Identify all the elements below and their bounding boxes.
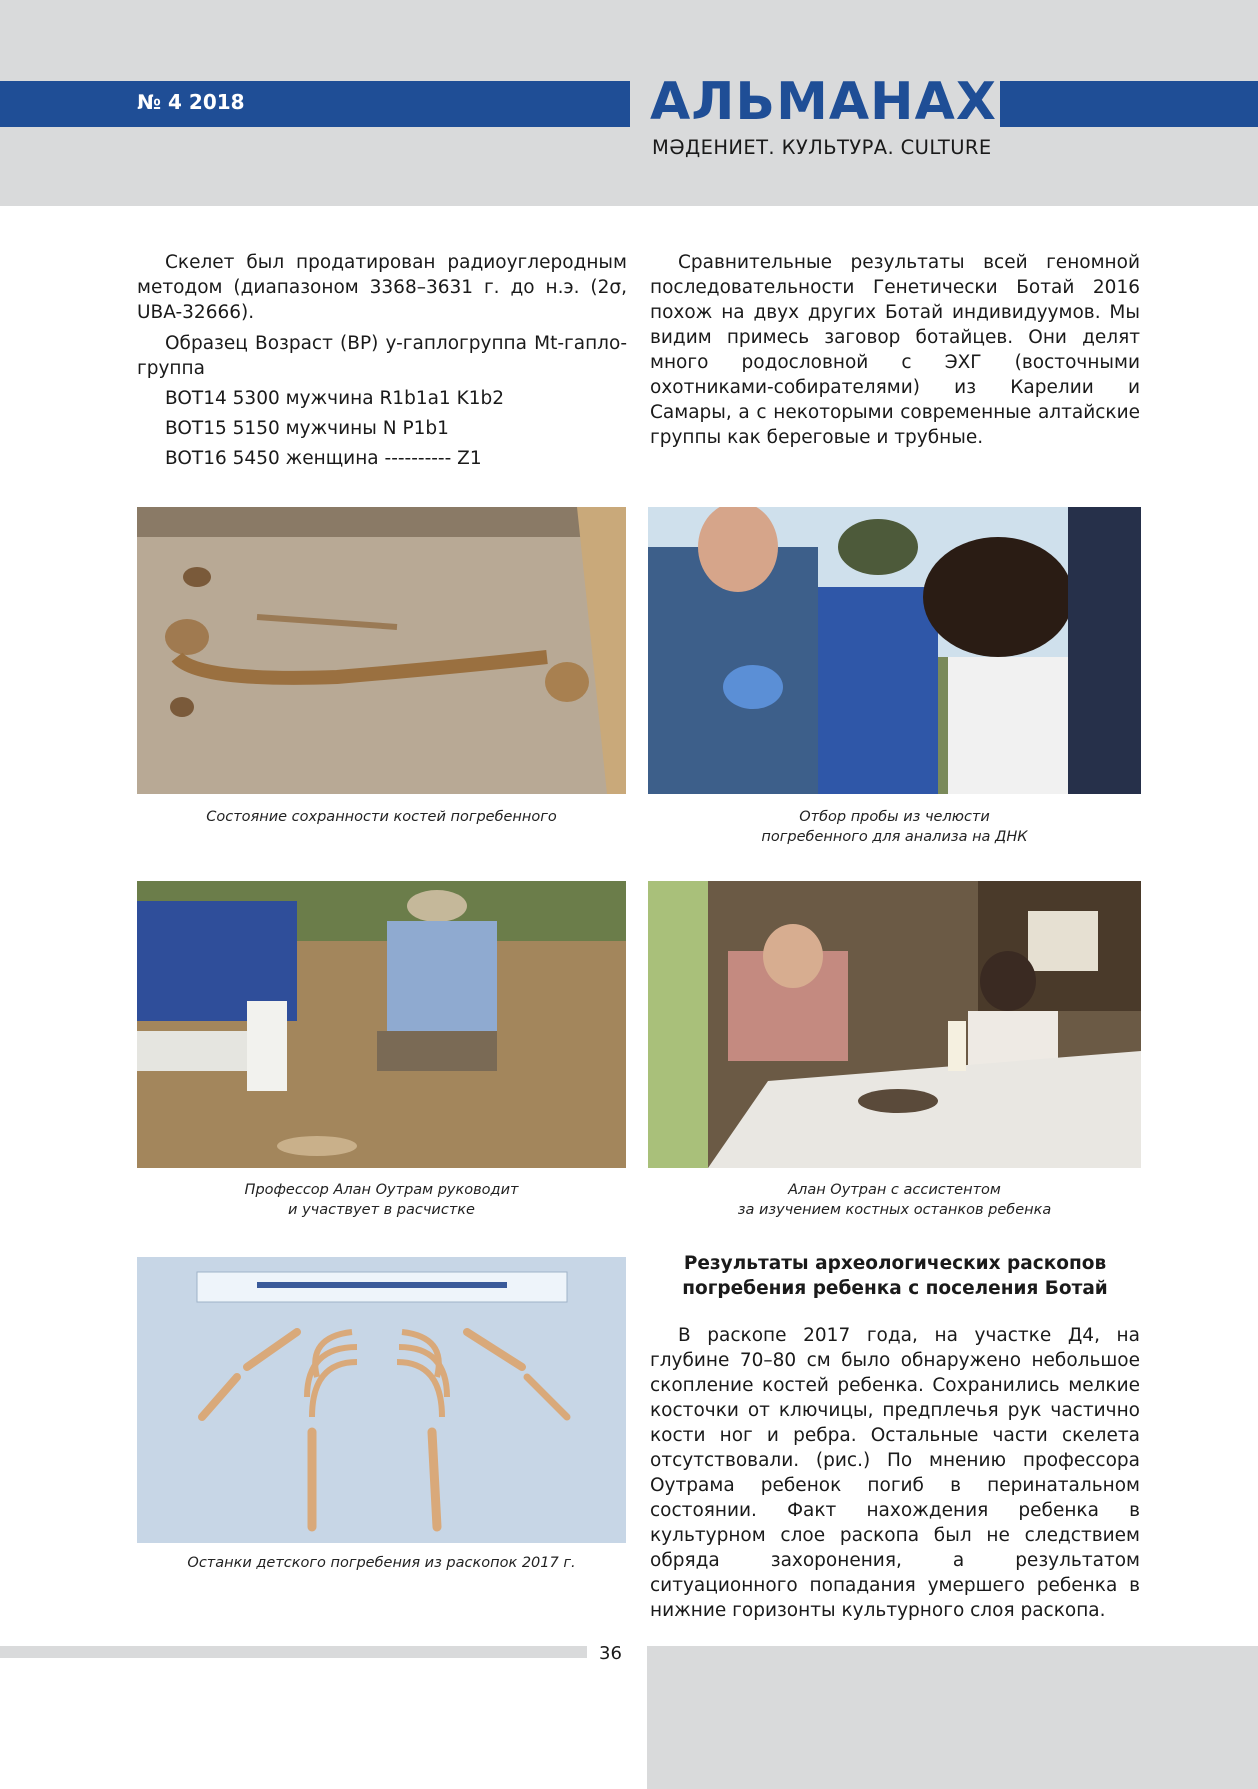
figure-caption: Состояние сохранности костей погребенного bbox=[206, 809, 557, 825]
header-bar-right bbox=[1000, 81, 1258, 127]
radiocarbon-paragraph: Скелет был продатирован радиоуглеродным методом (диапазоном 3368–3631 г. до н.э. (2σ, UBA-32666). bbox=[137, 252, 627, 323]
footer-bar bbox=[0, 1646, 587, 1658]
footer-block bbox=[647, 1646, 1258, 1789]
journal-subtitle: МӘДЕНИЕТ. КУЛЬТУРА. CULTURE bbox=[652, 136, 992, 159]
photo-child-bones bbox=[137, 1257, 626, 1543]
header-bar-left bbox=[0, 81, 630, 127]
figure-caption: Алан Оутран с ассистентом за изучением костных останков ребенка bbox=[737, 1182, 1052, 1218]
table-header-line: Образец Возраст (BP) y-гаплогруппа Mt-гапло-группа bbox=[137, 333, 627, 379]
left-column bbox=[137, 250, 627, 471]
figure-caption: Останки детского погребения из раскопок 2017 г. bbox=[187, 1555, 576, 1571]
excavation-paragraph: В раскопе 2017 года, на участке Д4, на глубине 70–80 см было обнаружено небольшое скопление костей ребенка. Сохранились мелкие косточки от ключицы, предплечья рук частично кости ног и ребра. Остальные части скелета отсутствовали. (рис.) По мнению профессора Оутрама ребенок погиб в перинатальном состоянии. Факт нахождения ребенка в культурном слое раскопа был не следствием обряда захоронения, а результатом ситуационного попадания умершего ребенка в нижние горизонты культурного слоя раскопа. bbox=[650, 1325, 1140, 1621]
sample-row: BOT15 5150 мужчины N P1b1 bbox=[165, 418, 449, 439]
photo-excavation bbox=[137, 881, 626, 1168]
section-body bbox=[650, 1323, 1140, 1623]
right-column bbox=[650, 250, 1140, 450]
journal-title: АЛЬМАНАХ bbox=[650, 72, 997, 132]
photo-dna-sampling bbox=[648, 507, 1141, 794]
genome-paragraph: Сравнительные результаты всей геномной последовательности Генетически Ботай 2016 похож на двух других Ботай индивидуумов. Мы видим примесь заговор ботайцев. Они делят много родословной с ЭХГ (восточными охотниками-собирателями) из Карелии и Самары, а с некоторыми современные алтайские группы как береговые и трубные. bbox=[650, 252, 1140, 448]
sample-row: BOT16 5450 женщина ---------- Z1 bbox=[165, 448, 482, 469]
figure-caption: Профессор Алан Оутрам руководит и участвует в расчистке bbox=[244, 1182, 519, 1218]
section-title: Результаты археологических раскопов погребения ребенка с поселения Ботай bbox=[682, 1253, 1108, 1299]
figure-caption: Отбор пробы из челюсти погребенного для анализа на ДНК bbox=[761, 809, 1028, 845]
page-number: 36 bbox=[599, 1643, 622, 1664]
photo-skeleton-in-sand bbox=[137, 507, 626, 794]
issue-number: № 4 2018 bbox=[137, 90, 245, 114]
sample-row: BOT14 5300 мужчина R1b1a1 K1b2 bbox=[165, 388, 504, 409]
photo-lab-study bbox=[648, 881, 1141, 1168]
